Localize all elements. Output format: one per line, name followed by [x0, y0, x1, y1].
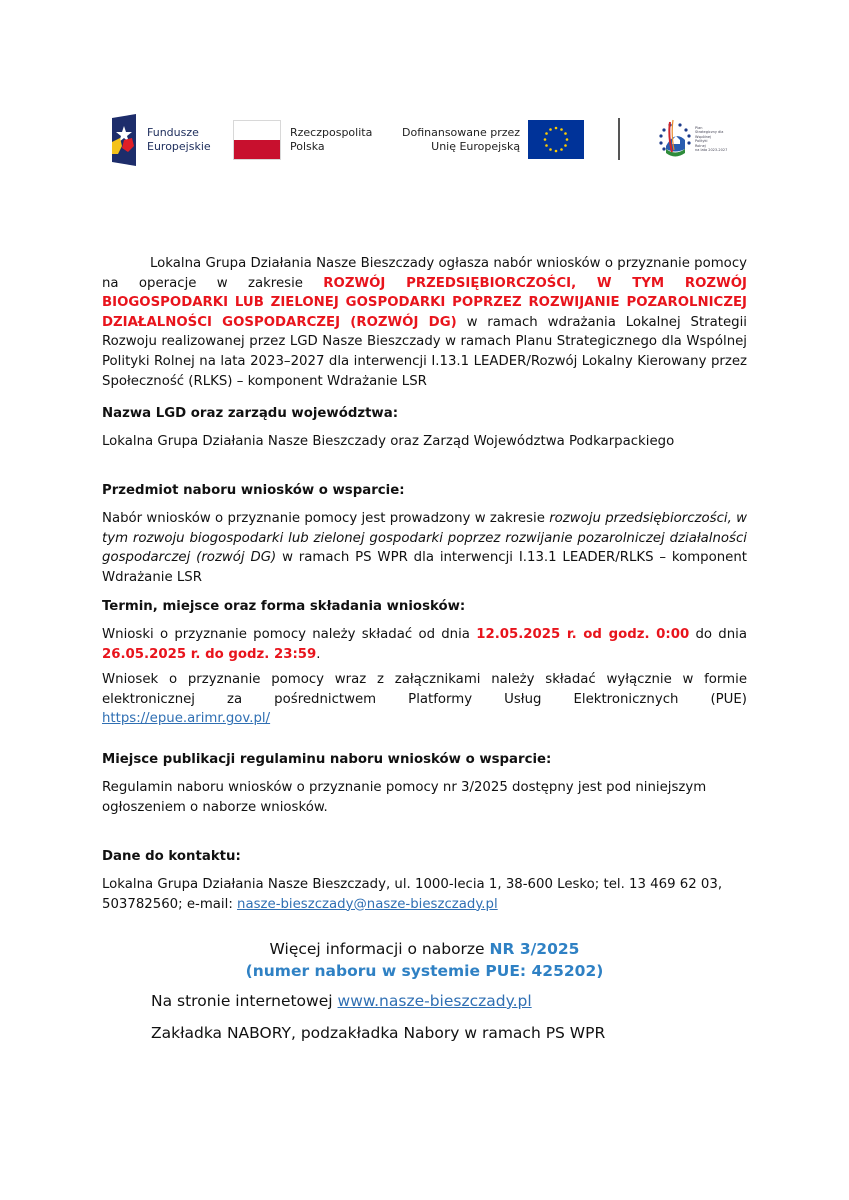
nabor-number: NR 3/2025	[489, 940, 580, 958]
eu-line2: Unię Europejską	[431, 139, 521, 153]
date-from: 12.05.2025 r. od godz. 0:00	[476, 627, 690, 642]
deadline-paragraph	[102, 625, 747, 664]
fundusze-europejskie-logo	[110, 114, 211, 166]
subject-body-start: Nabór wniosków o przyznanie pomocy jest prowadzony w zakresie	[102, 511, 545, 526]
ps-wpr-line: Polityki	[695, 139, 708, 143]
website-label: Na stronie internetowej	[151, 992, 333, 1010]
ps-wpr-line: Wspólnej	[695, 134, 711, 139]
rules-body: Regulamin naboru wniosków o przyznanie pomocy nr 3/2025 dostępny jest pod niniejszym ogłoszeniem o naborze wniosków.	[102, 780, 707, 815]
subject-body-end: w ramach PS WPR dla interwencji I.13.1 LEADER/RLKS – komponent Wdrażanie LSR	[102, 550, 747, 585]
contact-heading: Dane do kontaktu:	[102, 849, 241, 864]
fe-line1: Fundusze	[147, 126, 199, 139]
ps-wpr-line: Strategiczny dla	[695, 130, 724, 134]
eu-line1: Dofinansowane przez	[402, 125, 521, 139]
submission-text: Wniosek o przyznanie pomocy wraz z załącznikami należy składać wyłącznie w formie elektronicznej za pośrednictwem Platformy Usług Elektronicznych (PUE)	[102, 672, 747, 707]
fe-star-icon	[110, 114, 138, 166]
date-to: 26.05.2025 r. do godz. 23:59	[102, 646, 317, 662]
deadline-heading: Termin, miejsce oraz forma składania wniosków:	[102, 599, 466, 614]
lgd-heading: Nazwa LGD oraz zarządu województwa:	[102, 406, 399, 421]
more-info-text: Więcej informacji o naborze	[269, 940, 485, 958]
submission-paragraph	[102, 670, 747, 729]
deadline-text-mid: do dnia	[695, 627, 747, 642]
website-link[interactable]: www.nasze-bieszczady.pl	[337, 992, 532, 1010]
ps-wpr-line: Plan	[695, 125, 703, 130]
ps-wpr-line: Rolnej	[695, 143, 706, 148]
ps-wpr-logo	[658, 116, 727, 162]
subject-paragraph	[102, 509, 747, 587]
ps-wpr-emblem-icon	[658, 116, 692, 162]
polish-flag-icon	[233, 120, 281, 160]
intro-highlight: ROZWÓJ PRZEDSIĘBIORCZOŚCI, W TYM ROZWÓJ BIOGOSPODARKI LUB ZIELONEJ GOSPODARKI POPRZEZ ROZWIJANIE POZAROLNICZEJ DZIAŁALNOŚCI GOSPODARCZEJ (ROZWÓJ DG)	[102, 275, 747, 330]
fe-line2: Europejskie	[147, 140, 211, 153]
tab-info: Zakładka NABORY, podzakładka Nabory w ramach PS WPR	[151, 1024, 606, 1042]
subject-heading: Przedmiot naboru wniosków o wsparcie:	[102, 483, 405, 498]
ps-wpr-line: na lata 2023-2027	[695, 148, 728, 152]
epue-link[interactable]: https://epue.arimr.gov.pl/	[102, 711, 271, 727]
intro-paragraph	[102, 254, 747, 391]
contact-paragraph	[102, 875, 747, 914]
eu-flag-icon	[528, 120, 584, 159]
intro-text: Lokalna Grupa Działania Nasze Bieszczady ogłasza nabór wniosków o przyznanie pomocy na operacje w zakresie	[102, 256, 747, 291]
more-info-line1	[102, 938, 747, 960]
subject-body-italic: rozwoju przedsiębiorczości, w tym rozwoju biogospodarki lub zielonej gospodarki poprzez rozwijanie pozarolniczej działalności gospodarczej (rozwój DG)	[102, 511, 747, 566]
lgd-body: Lokalna Grupa Działania Nasze Bieszczady oraz Zarząd Województwa Podkarpackiego	[102, 434, 675, 449]
deadline-text-start: Wnioski o przyznanie pomocy należy składać od dnia	[102, 627, 470, 642]
pue-number: (numer naboru w systemie PUE: 425202)	[245, 962, 604, 980]
contact-body: Lokalna Grupa Działania Nasze Bieszczady, ul. 1000-lecia 1, 38-600 Lesko; tel. 13 469 62 03, 503782560; e-mail:	[102, 877, 723, 912]
intro-tail: w ramach wdrażania Lokalnej Strategii Rozwoju realizowanej przez LGD Nasze Bieszczady w ramach Planu Strategicznego dla Wspólnej Polityki Rolnej na lata 2023–2027 dla interwencji I.13.1 LEADER/Rozwój Lokalny Kierowany przez Społeczność (RLKS) – komponent Wdrażanie LSR	[102, 314, 747, 389]
pl-line2: Polska	[290, 140, 325, 153]
deadline-text-end: .	[316, 646, 321, 662]
eu-cofunded-logo	[402, 120, 584, 159]
logo-divider	[618, 118, 620, 160]
pl-line1: Rzeczpospolita	[290, 126, 373, 139]
ps-wpr-text	[695, 126, 727, 153]
website-line	[151, 990, 751, 1012]
contact-email-link[interactable]: nasze-bieszczady@nasze-bieszczady.pl	[237, 896, 498, 912]
rules-heading: Miejsce publikacji regulaminu naboru wniosków o wsparcie:	[102, 752, 552, 767]
logo-bar	[110, 112, 760, 168]
rzeczpospolita-polska-logo	[233, 120, 372, 160]
